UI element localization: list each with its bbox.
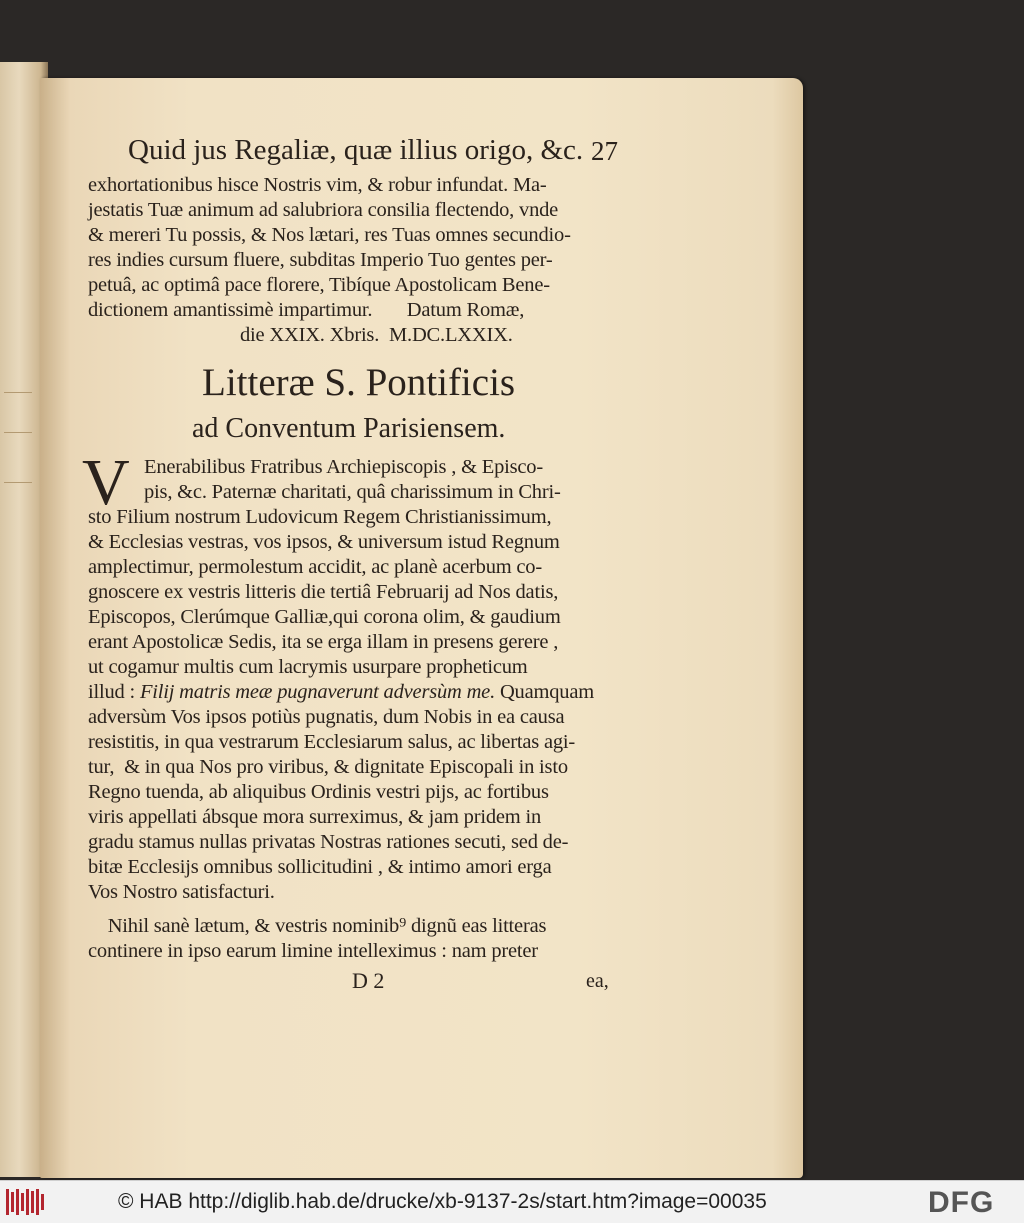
text-line: Vos Nostro satisfacturi. [88,881,275,903]
text-line: Regno tuenda, ab aliquibus Ordinis vestri pijs, ac fortibus [88,781,549,803]
text-line: Enerabilibus Fratribus Archiepiscopis , & Episco- [144,456,543,478]
dfg-logo[interactable]: DFG [928,1186,995,1219]
text-line: continere in ipso earum limine intelleximus : nam preter [88,940,538,962]
text-line: res indies cursum fluere, subditas Imperio Tuo gentes per- [88,249,553,271]
text-line: tur, & in qua Nos pro viribus, & dignitate Episcopali in isto [88,756,568,778]
text-line: amplectimur, permolestum accidit, ac planè acerbum co- [88,556,542,578]
text-line: Nihil sanè lætum, & vestris nominib⁹ dignũ eas litteras [88,915,547,937]
text-line: adversùm Vos ipsos potiùs pugnatis, dum Nobis in ea causa [88,706,565,728]
date-line: die XXIX. Xbris. M.DC.LXXIX. [240,324,513,346]
copyright-credit-link[interactable]: © HAB http://diglib.hab.de/drucke/xb-9137-2s/start.htm?image=00035 [118,1190,767,1213]
drop-cap-initial: V [82,446,130,519]
hab-logo-icon[interactable] [6,1189,46,1215]
book-page [40,78,803,1178]
quote-suffix: Quamquam [495,681,594,703]
text-line: exhortationibus hisce Nostris vim, & robur infundat. Ma- [88,174,547,196]
text-line: Episcopos, Clerúmque Galliæ,qui corona olim, & gaudium [88,606,561,628]
section-subtitle: ad Conventum Parisiensem. [192,413,506,444]
page-number: 27 [591,136,618,166]
text-line: petuâ, ac optimâ pace florere, Tibíque Apostolicam Bene- [88,274,550,296]
text-line: ut cogamur multis cum lacrymis usurpare propheticum [88,656,528,678]
text-line: & Ecclesias vestras, vos ipsos, & universum istud Regnum [88,531,560,553]
text-line: pis, &c. Paternæ charitati, quâ charissimum in Chri- [144,481,561,503]
text-line: gradu stamus nullas privatas Nostras rationes secuti, sed de- [88,831,569,853]
text-line: dictionem amantissimè impartimur. Datum Romæ, [88,299,525,321]
signature-mark: D 2 [352,968,385,993]
text-line: gnoscere ex vestris litteris die tertiâ Februarij ad Nos datis, [88,581,559,603]
text-line: erant Apostolicæ Sedis, ita se erga illam in presens gerere , [88,631,559,653]
catchword: ea, [586,970,609,992]
text-line: resistitis, in qua vestrarum Ecclesiarum salus, ac libertas agi- [88,731,576,753]
text-line: bitæ Ecclesijs omnibus sollicitudini , & intimo amori erga [88,856,552,878]
text-line: & mereri Tu possis, & Nos lætari, res Tuas omnes secundio- [88,224,571,246]
quote-italic: Filij matris meæ pugnaverunt adversùm me. [139,681,496,703]
text-line: viris appellati ábsque mora surreximus, & jam pridem in [88,806,541,828]
text-line-quote [88,681,594,704]
quote-prefix: illud : [88,681,140,703]
section-title: Litteræ S. Pontificis [202,361,516,404]
text-line: jestatis Tuæ animum ad salubriora consilia flectendo, vnde [88,199,559,221]
text-line: sto Filium nostrum Ludovicum Regem Christianissimum, [88,506,552,528]
viewer-footer-bar [0,1180,1024,1223]
running-header: Quid jus Regaliæ, quæ illius origo, &c. [128,134,584,166]
